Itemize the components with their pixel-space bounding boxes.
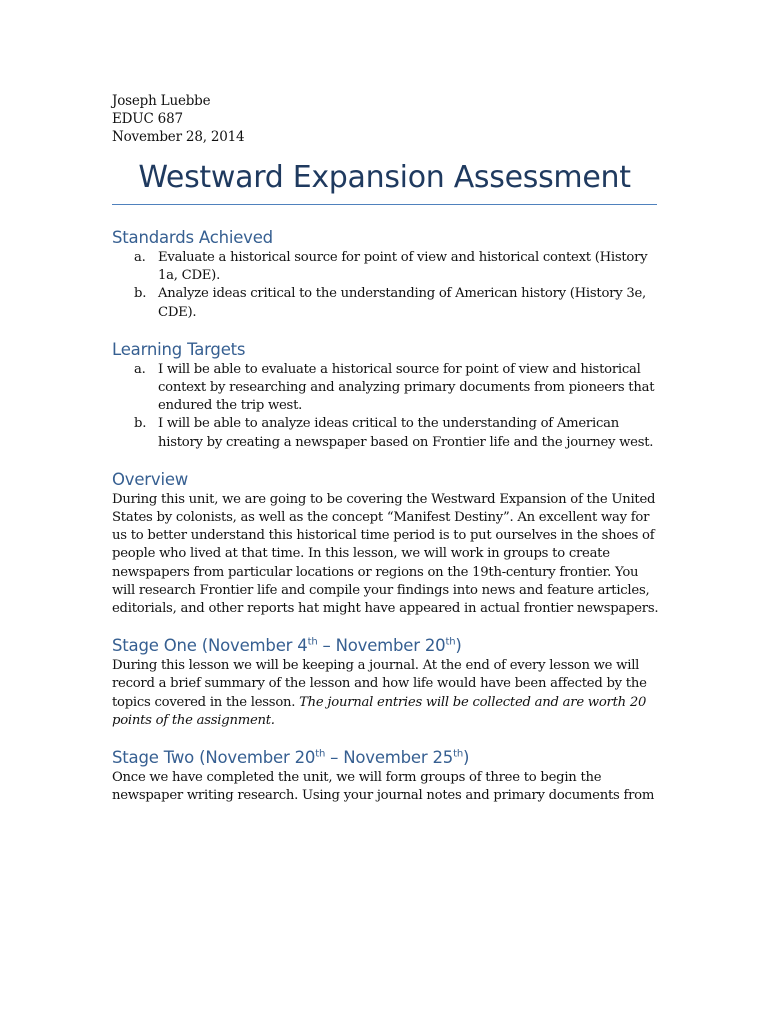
stage-one-heading xyxy=(112,635,657,657)
paragraph-line: newspapers from particular locations or regions on the 19th-century frontier. You xyxy=(112,564,639,580)
heading-text: ) xyxy=(455,636,462,656)
list-marker: a. xyxy=(134,361,146,377)
learning-target-item xyxy=(112,361,657,416)
paragraph-line: record a brief summary of the lesson and how life would have been affected by the xyxy=(112,676,647,692)
learning-target-item xyxy=(112,415,657,451)
italic-text: The journal entries will be collected and are worth 20 xyxy=(299,694,647,710)
paragraph-line: States by colonists, as well as the concept “Manifest Destiny”. An excellent way for xyxy=(112,510,650,526)
author-name: Joseph Luebbe xyxy=(112,93,211,109)
list-item-line: I will be able to analyze ideas critical to the understanding of American xyxy=(158,416,619,432)
paragraph-line: people who lived at that time. In this lesson, we will work in groups to create xyxy=(112,546,610,562)
learning-targets-list xyxy=(112,361,657,452)
document-header xyxy=(112,92,657,146)
stage-one-paragraph xyxy=(112,657,657,730)
ordinal-suffix: th xyxy=(315,748,326,760)
paragraph-line: will research Frontier life and compile your findings into news and feature articles, xyxy=(112,582,650,598)
overview-paragraph xyxy=(112,491,657,618)
document-page xyxy=(112,92,657,805)
heading-text: – November 20 xyxy=(317,636,446,656)
list-marker: b. xyxy=(134,286,147,302)
standards-list xyxy=(112,249,657,322)
plain-text: topics covered in the lesson. xyxy=(112,694,300,710)
paragraph-line xyxy=(112,694,657,712)
heading-text: Stage One (November 4 xyxy=(112,636,308,656)
list-marker: b. xyxy=(134,416,147,432)
paragraph-line: newspaper writing research. Using your journal notes and primary documents from xyxy=(112,788,655,804)
paragraph-line: us to better understand this historical time period is to put ourselves in the shoes of xyxy=(112,528,655,544)
paragraph-line: points of the assignment. xyxy=(112,712,275,728)
ordinal-suffix: th xyxy=(453,748,463,760)
standards-heading: Standards Achieved xyxy=(112,228,273,247)
stage-two-heading xyxy=(112,747,657,769)
standards-item xyxy=(112,249,657,285)
document-date: November 28, 2014 xyxy=(112,129,245,145)
list-item-line: 1a, CDE). xyxy=(158,268,221,284)
ordinal-suffix: th xyxy=(307,636,318,648)
list-item-line: context by researching and analyzing primary documents from pioneers that xyxy=(158,380,655,396)
list-item-line: history by creating a newspaper based on Frontier life and the journey west. xyxy=(158,434,654,450)
course-code: EDUC 687 xyxy=(112,111,183,127)
document-title: Westward Expansion Assessment xyxy=(112,158,657,205)
paragraph-line: During this lesson we will be keeping a journal. At the end of every lesson we will xyxy=(112,658,640,674)
heading-text: ) xyxy=(462,748,470,768)
paragraph-line: editorials, and other reports hat might have appeared in actual frontier newspapers. xyxy=(112,601,659,617)
list-item-line: Analyze ideas critical to the understanding of American history (History 3e, xyxy=(158,286,646,302)
learning-targets-heading: Learning Targets xyxy=(112,339,246,359)
standards-item xyxy=(112,285,657,321)
overview-heading: Overview xyxy=(112,469,189,489)
paragraph-line: During this unit, we are going to be covering the Westward Expansion of the United xyxy=(112,491,656,507)
list-item-line: CDE). xyxy=(158,304,197,320)
heading-text: Stage Two (November 20 xyxy=(112,748,316,768)
list-item-line: Evaluate a historical source for point of view and historical context (History xyxy=(158,250,648,265)
paragraph-line: Once we have completed the unit, we will form groups of three to begin the xyxy=(112,770,602,786)
ordinal-suffix: th xyxy=(445,636,456,648)
heading-text: – November 25 xyxy=(325,748,454,768)
list-marker: a. xyxy=(134,250,146,265)
stage-two-paragraph xyxy=(112,769,657,805)
list-item-line: endured the trip west. xyxy=(158,398,303,414)
list-item-line: I will be able to evaluate a historical source for point of view and historical xyxy=(158,361,641,377)
